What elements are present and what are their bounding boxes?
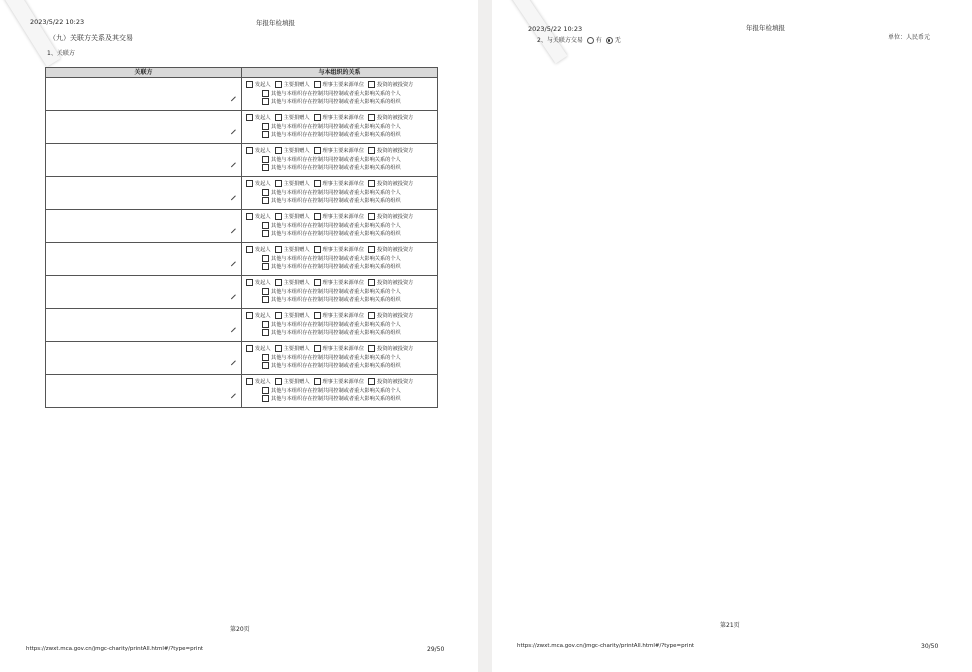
relationship-options-cell <box>242 78 438 111</box>
checkbox-label: 主要捐赠人 <box>283 214 310 221</box>
checkbox-label: 投资的被投资方 <box>377 214 414 221</box>
relationship-checkbox[interactable] <box>314 312 321 319</box>
relationship-options-cell <box>242 342 438 375</box>
relationship-checkbox[interactable] <box>262 288 269 295</box>
checkbox-label: 主要捐赠人 <box>283 181 310 188</box>
relationship-checkbox[interactable] <box>262 354 269 361</box>
related-party-name-cell[interactable] <box>46 342 242 375</box>
table-row <box>46 309 438 342</box>
table-row <box>46 111 438 144</box>
related-party-name-cell[interactable] <box>46 78 242 111</box>
relationship-checkbox[interactable] <box>368 114 375 121</box>
resize-handle-icon <box>231 393 240 402</box>
checkbox-label: 主要捐赠人 <box>283 247 310 254</box>
checkbox-label: 其他与本组织存在控制共同控制或者重大影响关系的组织 <box>271 231 401 238</box>
related-transaction-question <box>537 37 621 44</box>
checkbox-label: 主要捐赠人 <box>283 379 310 386</box>
related-party-name-cell[interactable] <box>46 144 242 177</box>
relationship-checkbox[interactable] <box>246 213 253 220</box>
checkbox-label: 理事主要来源单位 <box>322 148 365 155</box>
checkbox-label: 理事主要来源单位 <box>322 346 365 353</box>
relationship-options-cell <box>242 309 438 342</box>
relationship-checkbox[interactable] <box>314 180 321 187</box>
relationship-checkbox[interactable] <box>262 387 269 394</box>
relationship-checkbox[interactable] <box>262 164 269 171</box>
relationship-checkbox[interactable] <box>262 98 269 105</box>
relationship-checkbox[interactable] <box>368 246 375 253</box>
relationship-checkbox[interactable] <box>262 189 269 196</box>
relationship-checkbox[interactable] <box>262 321 269 328</box>
checkbox-label: 其他与本组织存在控制共同控制或者重大影响关系的组织 <box>271 264 401 271</box>
checkbox-label: 理事主要来源单位 <box>322 115 365 122</box>
checkbox-label: 投资的被投资方 <box>377 346 414 353</box>
checkbox-label: 投资的被投资方 <box>377 82 414 89</box>
checkbox-label: 其他与本组织存在控制共同控制或者重大影响关系的个人 <box>271 255 401 262</box>
checkbox-label: 其他与本组织存在控制共同控制或者重大影响关系的个人 <box>271 156 401 163</box>
radio-yes-label: 有 <box>595 37 602 44</box>
checkbox-label: 其他与本组织存在控制共同控制或者重大影响关系的个人 <box>271 354 401 361</box>
relationship-checkbox[interactable] <box>275 312 282 319</box>
table-row <box>46 243 438 276</box>
related-party-name-cell[interactable] <box>46 210 242 243</box>
relationship-checkbox[interactable] <box>246 246 253 253</box>
relationship-checkbox[interactable] <box>368 279 375 286</box>
related-party-name-cell[interactable] <box>46 243 242 276</box>
checkbox-label: 发起人 <box>255 346 271 353</box>
page-number-label: 第21页 <box>720 622 740 629</box>
checkbox-label: 投资的被投资方 <box>377 280 414 287</box>
relationship-options-cell <box>242 276 438 309</box>
checkbox-label: 主要捐赠人 <box>283 346 310 353</box>
relationship-checkbox[interactable] <box>262 263 269 270</box>
relationship-checkbox[interactable] <box>275 180 282 187</box>
checkbox-label: 投资的被投资方 <box>377 379 414 386</box>
checkbox-label: 发起人 <box>255 148 271 155</box>
relationship-options-cell <box>242 243 438 276</box>
relationship-checkbox[interactable] <box>314 81 321 88</box>
checkbox-label: 主要捐赠人 <box>283 313 310 320</box>
checkbox-label: 其他与本组织存在控制共同控制或者重大影响关系的个人 <box>271 288 401 295</box>
relationship-checkbox[interactable] <box>246 180 253 187</box>
relationship-checkbox[interactable] <box>314 147 321 154</box>
resize-handle-icon <box>231 162 240 171</box>
table-row <box>46 177 438 210</box>
relationship-checkbox[interactable] <box>275 213 282 220</box>
resize-handle-icon <box>231 96 240 105</box>
related-party-name-cell[interactable] <box>46 375 242 408</box>
footer-page-count: 30/50 <box>921 643 939 650</box>
checkbox-label: 投资的被投资方 <box>377 313 414 320</box>
relationship-checkbox[interactable] <box>246 345 253 352</box>
checkbox-label: 其他与本组织存在控制共同控制或者重大影响关系的个人 <box>271 222 401 229</box>
relationship-checkbox[interactable] <box>262 131 269 138</box>
checkbox-label: 理事主要来源单位 <box>322 247 365 254</box>
checkbox-label: 发起人 <box>255 181 271 188</box>
table-row <box>46 144 438 177</box>
checkbox-label: 其他与本组织存在控制共同控制或者重大影响关系的组织 <box>271 165 401 172</box>
relationship-checkbox[interactable] <box>262 90 269 97</box>
table-row <box>46 375 438 408</box>
relationship-checkbox[interactable] <box>314 246 321 253</box>
relationship-checkbox[interactable] <box>246 312 253 319</box>
checkbox-label: 其他与本组织存在控制共同控制或者重大影响关系的个人 <box>271 189 401 196</box>
relationship-options-cell <box>242 210 438 243</box>
resize-handle-icon <box>231 228 240 237</box>
relationship-checkbox[interactable] <box>262 222 269 229</box>
resize-handle-icon <box>231 261 240 270</box>
resize-handle-icon <box>231 129 240 138</box>
checkbox-label: 理事主要来源单位 <box>322 313 365 320</box>
checkbox-label: 投资的被投资方 <box>377 247 414 254</box>
relationship-checkbox[interactable] <box>246 378 253 385</box>
document-page-30 <box>492 0 972 672</box>
relationship-checkbox[interactable] <box>246 279 253 286</box>
table-row <box>46 276 438 309</box>
checkbox-label: 发起人 <box>255 313 271 320</box>
related-party-table <box>45 67 438 408</box>
checkbox-label: 其他与本组织存在控制共同控制或者重大影响关系的个人 <box>271 387 401 394</box>
relationship-checkbox[interactable] <box>262 255 269 262</box>
checkbox-label: 发起人 <box>255 280 271 287</box>
checkbox-label: 发起人 <box>255 247 271 254</box>
currency-unit: 单位：人民币元 <box>888 34 931 41</box>
relationship-checkbox[interactable] <box>275 147 282 154</box>
resize-handle-icon <box>231 195 240 204</box>
relationship-checkbox[interactable] <box>262 123 269 130</box>
related-party-name-cell[interactable] <box>46 309 242 342</box>
relationship-checkbox[interactable] <box>275 81 282 88</box>
relationship-checkbox[interactable] <box>368 213 375 220</box>
resize-handle-icon <box>231 360 240 369</box>
page-header-title: 年报年检填报 <box>746 24 785 32</box>
resize-handle-icon <box>231 327 240 336</box>
checkbox-label: 其他与本组织存在控制共同控制或者重大影响关系的组织 <box>271 132 401 139</box>
checkbox-label: 发起人 <box>255 214 271 221</box>
relationship-checkbox[interactable] <box>246 81 253 88</box>
table-row <box>46 78 438 111</box>
subsection-title: 1、关联方 <box>47 50 75 57</box>
col-header-relationship: 与本组织的关系 <box>242 68 438 78</box>
related-party-name-cell[interactable] <box>46 177 242 210</box>
radio-yes[interactable] <box>587 37 594 44</box>
checkbox-label: 发起人 <box>255 82 271 89</box>
print-timestamp: 2023/5/22 10:23 <box>30 18 85 26</box>
checkbox-label: 理事主要来源单位 <box>322 379 365 386</box>
print-timestamp: 2023/5/22 10:23 <box>528 25 583 33</box>
checkbox-label: 理事主要来源单位 <box>322 214 365 221</box>
relationship-checkbox[interactable] <box>275 246 282 253</box>
relationship-checkbox[interactable] <box>275 345 282 352</box>
table-row <box>46 342 438 375</box>
relationship-checkbox[interactable] <box>262 197 269 204</box>
checkbox-label: 理事主要来源单位 <box>322 82 365 89</box>
relationship-checkbox[interactable] <box>246 147 253 154</box>
document-page-29 <box>0 0 478 672</box>
relationship-checkbox[interactable] <box>314 114 321 121</box>
relationship-checkbox[interactable] <box>368 345 375 352</box>
checkbox-label: 投资的被投资方 <box>377 181 414 188</box>
checkbox-label: 其他与本组织存在控制共同控制或者重大影响关系的组织 <box>271 198 401 205</box>
relationship-checkbox[interactable] <box>262 362 269 369</box>
relationship-checkbox[interactable] <box>368 312 375 319</box>
table-row <box>46 210 438 243</box>
radio-no-label: 无 <box>614 37 621 44</box>
relationship-checkbox[interactable] <box>262 329 269 336</box>
question-label: 2、与关联方交易 <box>537 37 583 44</box>
relationship-options-cell <box>242 144 438 177</box>
checkbox-label: 主要捐赠人 <box>283 82 310 89</box>
relationship-checkbox[interactable] <box>262 395 269 402</box>
relationship-checkbox[interactable] <box>314 345 321 352</box>
page-number-label: 第20页 <box>230 626 250 633</box>
page-header-title: 年报年检填报 <box>256 19 295 27</box>
checkbox-label: 理事主要来源单位 <box>322 181 365 188</box>
relationship-checkbox[interactable] <box>368 147 375 154</box>
checkbox-label: 其他与本组织存在控制共同控制或者重大影响关系的组织 <box>271 363 401 370</box>
checkbox-label: 其他与本组织存在控制共同控制或者重大影响关系的组织 <box>271 99 401 106</box>
radio-no[interactable] <box>606 37 613 44</box>
relationship-checkbox[interactable] <box>314 279 321 286</box>
relationship-checkbox[interactable] <box>275 279 282 286</box>
checkbox-label: 其他与本组织存在控制共同控制或者重大影响关系的个人 <box>271 123 401 130</box>
relationship-checkbox[interactable] <box>368 81 375 88</box>
footer-page-count: 29/50 <box>427 646 445 653</box>
checkbox-label: 其他与本组织存在控制共同控制或者重大影响关系的组织 <box>271 297 401 304</box>
footer-url: https://zwxt.mca.gov.cn/jmgc-charity/printAll.html#/?type=print <box>26 646 204 652</box>
resize-handle-icon <box>231 294 240 303</box>
related-party-name-cell[interactable] <box>46 276 242 309</box>
section-title: （九）关联方关系及其交易 <box>49 34 133 42</box>
checkbox-label: 主要捐赠人 <box>283 148 310 155</box>
relationship-checkbox[interactable] <box>262 230 269 237</box>
relationship-options-cell <box>242 111 438 144</box>
relationship-checkbox[interactable] <box>314 378 321 385</box>
relationship-checkbox[interactable] <box>368 180 375 187</box>
relationship-checkbox[interactable] <box>262 156 269 163</box>
relationship-checkbox[interactable] <box>246 114 253 121</box>
related-party-name-cell[interactable] <box>46 111 242 144</box>
checkbox-label: 其他与本组织存在控制共同控制或者重大影响关系的组织 <box>271 396 401 403</box>
checkbox-label: 主要捐赠人 <box>283 115 310 122</box>
checkbox-label: 理事主要来源单位 <box>322 280 365 287</box>
checkbox-label: 其他与本组织存在控制共同控制或者重大影响关系的组织 <box>271 330 401 337</box>
footer-url: https://zwxt.mca.gov.cn/jmgc-charity/printAll.html#/?type=print <box>517 643 695 649</box>
relationship-options-cell <box>242 375 438 408</box>
relationship-checkbox[interactable] <box>368 378 375 385</box>
relationship-checkbox[interactable] <box>275 114 282 121</box>
checkbox-label: 主要捐赠人 <box>283 280 310 287</box>
checkbox-label: 发起人 <box>255 115 271 122</box>
checkbox-label: 其他与本组织存在控制共同控制或者重大影响关系的个人 <box>271 321 401 328</box>
col-header-related-party: 关联方 <box>46 68 242 78</box>
checkbox-label: 投资的被投资方 <box>377 148 414 155</box>
relationship-checkbox[interactable] <box>314 213 321 220</box>
relationship-checkbox[interactable] <box>275 378 282 385</box>
relationship-options-cell <box>242 177 438 210</box>
checkbox-label: 其他与本组织存在控制共同控制或者重大影响关系的个人 <box>271 90 401 97</box>
relationship-checkbox[interactable] <box>262 296 269 303</box>
checkbox-label: 发起人 <box>255 379 271 386</box>
checkbox-label: 投资的被投资方 <box>377 115 414 122</box>
